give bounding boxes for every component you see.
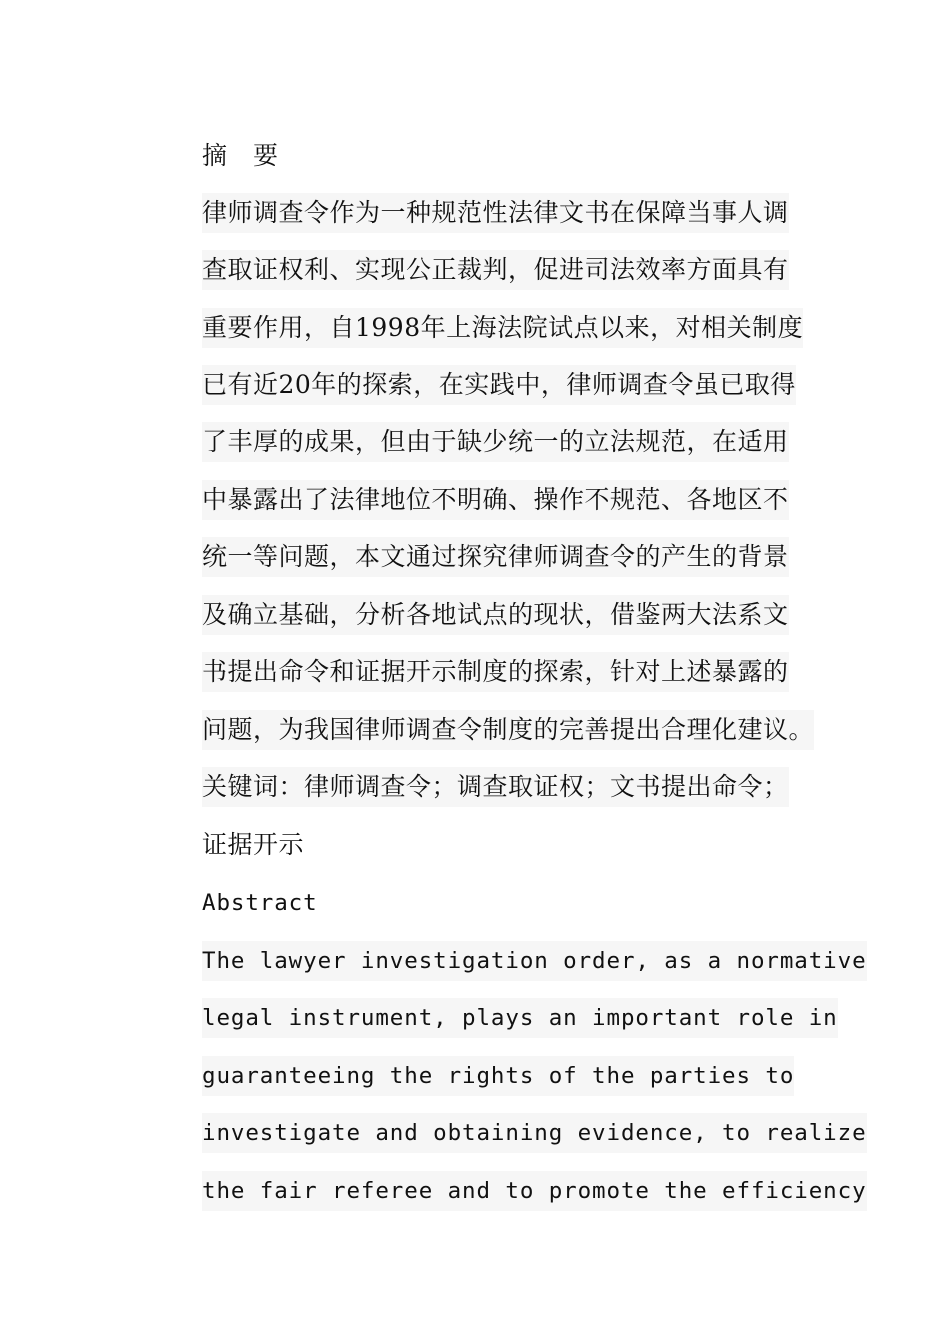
abstract-en-line: guaranteeing the rights of the parties to: [202, 1056, 794, 1096]
abstract-zh-line: 律师调查令作为一种规范性法律文书在保障当事人调: [202, 193, 789, 233]
abstract-zh-line: 中暴露出了法律地位不明确、操作不规范、各地区不: [202, 480, 789, 520]
abstract-zh-line: 及确立基础，分析各地试点的现状，借鉴两大法系文: [202, 595, 789, 635]
abstract-zh-line: 了丰厚的成果，但由于缺少统一的立法规范，在适用: [202, 422, 789, 462]
abstract-en-line: investigate and obtaining evidence, to realize: [202, 1113, 867, 1153]
abstract-zh-line: 重要作用，自1998年上海法院试点以来，对相关制度: [202, 308, 803, 348]
abstract-zh-line: 查取证权利、实现公正裁判，促进司法效率方面具有: [202, 250, 789, 290]
abstract-en-line: the fair referee and to promote the efficiency: [202, 1171, 867, 1211]
abstract-en-line: legal instrument, plays an important role in: [202, 998, 838, 1038]
abstract-zh-line: 书提出命令和证据开示制度的探索，针对上述暴露的: [202, 652, 789, 692]
abstract-zh-line: 问题，为我国律师调查令制度的完善提出合理化建议。: [202, 710, 814, 750]
abstract-zh-line: 已有近20年的探索，在实践中，律师调查令虽已取得: [202, 365, 796, 405]
abstract-heading-en: Abstract: [202, 890, 318, 916]
abstract-en-line: The lawyer investigation order, as a normative: [202, 941, 867, 981]
keywords-zh-line: 证据开示: [202, 830, 305, 859]
abstract-zh-line: 统一等问题，本文通过探究律师调查令的产生的背景: [202, 537, 789, 577]
abstract-heading-zh: 摘 要: [202, 141, 287, 170]
keywords-zh-line: 关键词：律师调查令；调查取证权；文书提出命令；: [202, 767, 789, 807]
